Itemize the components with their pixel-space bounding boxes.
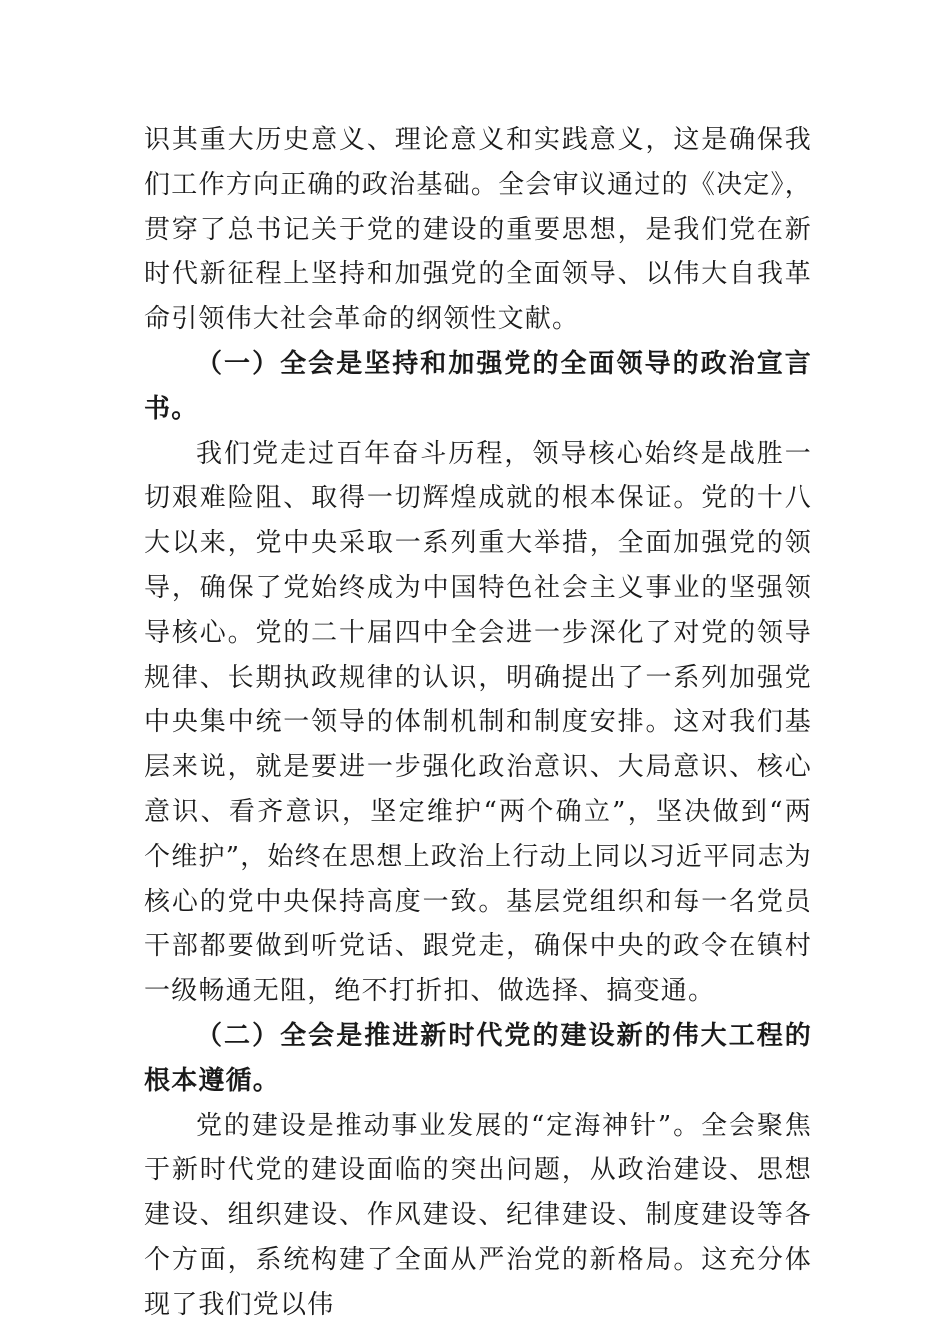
body-paragraph-1: 识其重大历史意义、理论意义和实践意义，这是确保我们工作方向正确的政治基础。全会审议通过的《决定》，贯穿了总书记关于党的建设的重要思想，是我们党在新时代新征程上坚持和加强党的全面领导、以伟大自我革命引领伟大社会革命的纲领性文献。	[144, 125, 812, 335]
body-paragraph-3: 党的建设是推动事业发展的“定海神针”。全会聚焦于新时代党的建设面临的突出问题，从政治建设、思想建设、组织建设、作风建设、纪律建设、制度建设等各个方面，系统构建了全面从严治党的新格局。这充分体现了我们党以伟	[144, 1110, 812, 1320]
document-body	[144, 118, 812, 1328]
section-heading-2: （二）全会是推进新时代党的建设新的伟大工程的根本遵循。	[144, 1020, 812, 1096]
section-heading-1: （一）全会是坚持和加强党的全面领导的政治宣言书。	[144, 348, 812, 424]
body-paragraph-2: 我们党走过百年奋斗历程，领导核心始终是战胜一切艰难险阻、取得一切辉煌成就的根本保证。党的十八大以来，党中央采取一系列重大举措，全面加强党的领导，确保了党始终成为中国特色社会主义事业的坚强领导核心。党的二十届四中全会进一步深化了对党的领导规律、长期执政规律的认识，明确提出了一系列加强党中央集中统一领导的体制机制和制度安排。这对我们基层来说，就是要进一步强化政治意识、大局意识、核心意识、看齐意识，坚定维护“两个确立”，坚决做到“两个维护”，始终在思想上政治上行动上同以习近平同志为核心的党中央保持高度一致。基层党组织和每一名党员干部都要做到听党话、跟党走，确保中央的政令在镇村一级畅通无阻，绝不打折扣、做选择、搞变通。	[144, 438, 812, 1007]
